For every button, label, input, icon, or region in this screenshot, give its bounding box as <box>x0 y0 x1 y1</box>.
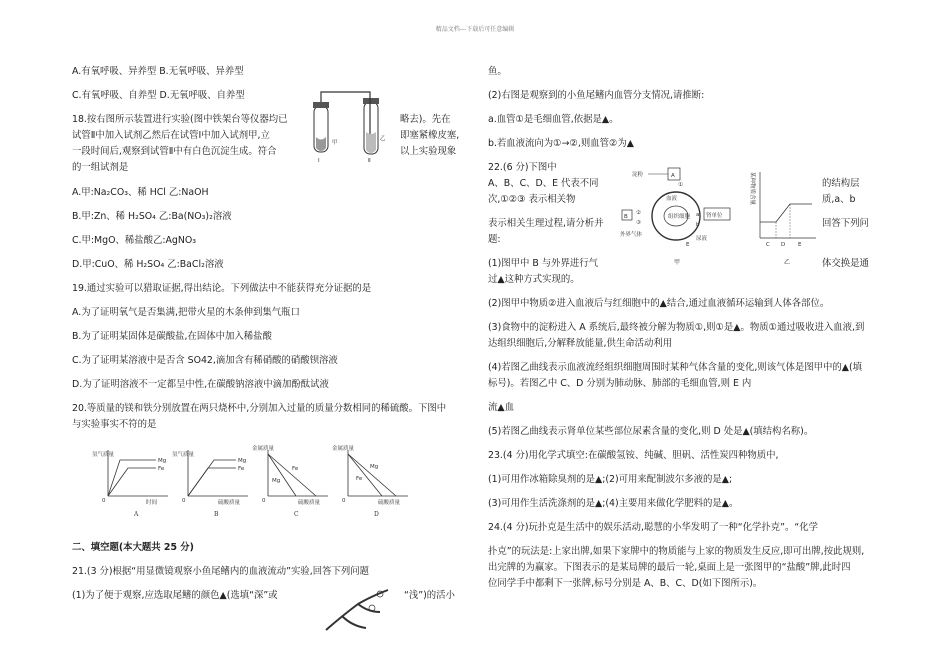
q18-line-2-right: 即塞紧橡皮塞, <box>400 130 460 141</box>
graph-b-origin: 0 <box>182 498 186 504</box>
graph-d-ylabel: 金属质量 <box>332 446 355 452</box>
graph-c-series-1: Fe <box>292 466 299 472</box>
q24-line-3: 出完牌的为赢家。下图表示的是某局牌的最后一轮,桌面上是一张图甲的“盐酸”牌,此时四 <box>488 562 851 573</box>
q18-option-a: A.甲:Na₂CO₃、稀 HCl 乙:NaOH <box>72 187 209 198</box>
q21-part-2: (2)右图是观察到的小鱼尾鳍内血管分支情况,请推断: <box>488 90 705 101</box>
fig-circle-2: ② <box>636 210 641 216</box>
graph-a-series-2: Fe <box>158 466 165 472</box>
graph-a-letter: A <box>134 511 139 518</box>
q22-line-5: 题: <box>488 234 501 245</box>
q18-option-b: B.甲:Zn、稀 H₂SO₄ 乙:Ba(NO₃)₂溶液 <box>72 211 232 222</box>
graph-d-origin: 0 <box>342 498 346 504</box>
graph-a-ylabel: 氢气质量 <box>92 452 115 458</box>
q18-line-3-right: 以上实验现象 <box>400 146 457 157</box>
q22-line-4: 表示相关生理过程,请分析并 <box>488 218 604 229</box>
graph-d-series-1: Mg <box>370 464 379 470</box>
q21-fish: 鱼。 <box>488 66 507 77</box>
fig-box-b: B <box>624 214 628 220</box>
q22-part-4b: 标号)。若图乙中 C、D 分别为肺动脉、肺部的毛细血管,则 E 内 <box>488 378 752 389</box>
fig-label-b: b <box>696 222 700 228</box>
q21-part-1b: “浅”)的活小 <box>404 590 455 601</box>
graph-c-origin: 0 <box>262 498 266 504</box>
q18-apparatus-figure <box>304 82 400 166</box>
fig-yi-e: E <box>798 242 802 248</box>
graph-c-series-2: Mg <box>272 478 281 484</box>
fig-starch-label: 淀粉 <box>632 172 644 178</box>
fig-urine-label: 尿液 <box>696 236 708 242</box>
q23-stem: 23.(4 分)用化学式填空:在碳酸氢铵、纯碱、胆矾、活性炭四种物质中, <box>488 450 779 461</box>
q20-line-2: 与实验事实不符的是 <box>72 419 157 430</box>
graph-d-letter: D <box>374 511 379 518</box>
tube-2-mark: Ⅱ <box>368 158 371 164</box>
q18-option-c: C.甲:MgO、稀盐酸乙:AgNO₃ <box>72 235 197 246</box>
q18-line-1: 18.按右图所示装置进行实验(图中铁架台等仪器均已 <box>72 114 288 125</box>
graph-b-xlabel: 硫酸质量 <box>218 500 241 506</box>
graph-c-letter: C <box>294 511 299 518</box>
fig-circle-1: ① <box>678 182 683 188</box>
q19-stem: 19.通过实验可以猎取证据,得出结论。下列做法中不能获得充分证据的是 <box>72 283 372 294</box>
q19-option-d: D.为了证明溶液不一定都呈中性,在碳酸钠溶液中滴加酚酞试液 <box>72 379 329 390</box>
fig-blood-label: 血液 <box>666 196 678 202</box>
q22-line-2: A、B、C、D、E 代表不同 <box>488 178 599 189</box>
q22-right-3: 回答下列问 <box>822 218 869 229</box>
q22-part-4c: 流▲血 <box>488 402 514 413</box>
graph-a-origin: 0 <box>102 498 106 504</box>
q24-line-4: 位同学手中都剩下一张牌,标号分别是 A、B、C、D(如下图所示)。 <box>488 578 763 589</box>
q18-line-3: 一段时间后,观察到试管Ⅱ中有白色沉淀生成。符合 <box>72 146 277 157</box>
q22-line-1: 22.(6 分)下图中 <box>488 162 557 173</box>
q24-line-1: 24.(4 分)玩扑克是生活中的娱乐活动,聪慧的小华发明了一种“化学扑克”。“化学 <box>488 522 818 533</box>
fig-box-a: A <box>671 173 675 179</box>
q22-line-3: 次,①②③ 表示相关物 <box>488 194 576 205</box>
q21-part-1a: (1)为了便于观察,应选取尾鳍的颜色▲(选填“深”或 <box>72 590 278 601</box>
q18-line-4: 的一组试剂是 <box>72 162 129 173</box>
q22-part-2: (2)图甲中物质②进入血液后与红细胞中的▲结合,通过血液循环运输到人体各部位。 <box>488 298 830 309</box>
section-2-title: 二、填空题(本大题共 25 分) <box>72 542 194 553</box>
q22-part-3b: 达组织细胞后,分解释放能量,供生命活动利用 <box>488 338 673 349</box>
fig-box-e: E <box>686 242 690 248</box>
fig-tissue-label: 组织细胞 <box>668 214 691 220</box>
graph-a-series-1: Mg <box>158 458 167 464</box>
fig-outside-gas: 外界气体 <box>620 232 643 238</box>
fig-yi-ylabel: 某种物质含量 <box>749 172 755 206</box>
q19-option-c: C.为了证明某溶液中是否含 SO42,滴加含有稀硝酸的硝酸钡溶液 <box>72 355 338 366</box>
q22-part-1c: 过▲这种方式实现的。 <box>488 274 580 285</box>
q18-option-d: D.甲:CuO、稀 H₂SO₄ 乙:BaCl₂溶液 <box>72 259 224 270</box>
q21-part-2b: b.若血液流向为①→②,则血管②为▲ <box>488 138 634 149</box>
graph-d-series-2: Fe <box>356 476 363 482</box>
fig-yi-d: D <box>781 242 786 248</box>
q21-part-2a: a.血管①是毛细血管,依据是▲。 <box>488 114 619 125</box>
graph-c-ylabel: 金属质量 <box>252 446 275 452</box>
tube-2-label: 乙 <box>380 136 386 142</box>
q22-figure <box>620 164 820 276</box>
fig-label-a: a <box>696 212 700 218</box>
q22-part-1b: 体交换是通 <box>822 258 869 269</box>
fig-yi-c: C <box>766 242 770 248</box>
fig-yi-caption: 乙 <box>784 259 791 266</box>
q23-part-1-2: (1)可用作冰箱除臭剂的是▲;(2)可用来配制波尔多液的是▲; <box>488 474 733 485</box>
fig-jia-caption: 甲 <box>674 259 681 266</box>
graph-a-xlabel: 时间 <box>146 500 158 506</box>
q22-part-5: (5)若图乙曲线表示肾单位某些部位尿素含量的变化,则 D 处是▲(填结构名称)。 <box>488 426 814 437</box>
graph-b-series-2: Fe <box>238 466 245 472</box>
q24-line-2: 扑克”的玩法是:上家出牌,如果下家牌中的物质能与上家的物质发生反应,即可出牌,按此规则, <box>488 546 865 557</box>
page-header-note: 精品文档---下载后可任意编辑 <box>435 26 515 33</box>
graph-b-letter: B <box>214 511 219 518</box>
tube-1-mark: Ⅰ <box>318 158 320 164</box>
q21-stem: 21.(3 分)根据“用显微镜观察小鱼尾鳍内的血液流动”实验,回答下列问题 <box>72 566 369 577</box>
q23-part-3-4: (3)可用作生活洗涤剂的是▲;(4)主要用来做化学肥料的是▲。 <box>488 498 739 509</box>
graph-d-xlabel: 硫酸质量 <box>378 500 401 506</box>
tube-1-label: 甲 <box>332 140 338 146</box>
fig-kidney-label: 肾单位 <box>706 213 723 219</box>
graph-b-series-1: Mg <box>238 458 247 464</box>
q20-graphs <box>90 442 420 518</box>
q18-line-1-right: 略去)。先在 <box>400 114 451 125</box>
q18-line-2: 试管Ⅱ中加入试剂乙然后在试管Ⅰ中加入试剂甲,立 <box>72 130 270 141</box>
graph-c-xlabel: 硫酸质量 <box>298 500 321 506</box>
q20-line-1: 20.等质量的镁和铁分别放置在两只烧杯中,分别加入过量的质量分数相同的稀硫酸。下图中 <box>72 403 447 414</box>
q22-right-2: 质,a、b <box>822 194 856 205</box>
q22-part-1a: (1)图甲中 B 与外界进行气 <box>488 258 599 269</box>
graph-b-ylabel: 氢气质量 <box>172 452 195 458</box>
q17-option-ab: A.有氧呼吸、异养型 B.无氧呼吸、异养型 <box>72 66 244 77</box>
q22-right-1: 的结构层 <box>822 178 860 189</box>
q19-option-a: A.为了证明氧气是否集满,把带火星的木条伸到集气瓶口 <box>72 307 300 318</box>
q19-option-b: B.为了证明某固体是碳酸盐,在固体中加入稀盐酸 <box>72 331 272 342</box>
q21-vessel-figure <box>322 586 398 634</box>
q22-part-4a: (4)若图乙曲线表示血液流经组织细胞周围时某种气体含量的变化,则该气体是图甲中的▲(填 <box>488 362 863 373</box>
q22-part-3a: (3)食物中的淀粉进入 A 系统后,最终被分解为物质①,则①是▲。物质①通过吸收进入血液,到 <box>488 322 865 333</box>
q17-option-cd: C.有氧呼吸、自养型 D.无氧呼吸、自养型 <box>72 90 245 101</box>
fig-circle-3: ③ <box>636 220 641 226</box>
